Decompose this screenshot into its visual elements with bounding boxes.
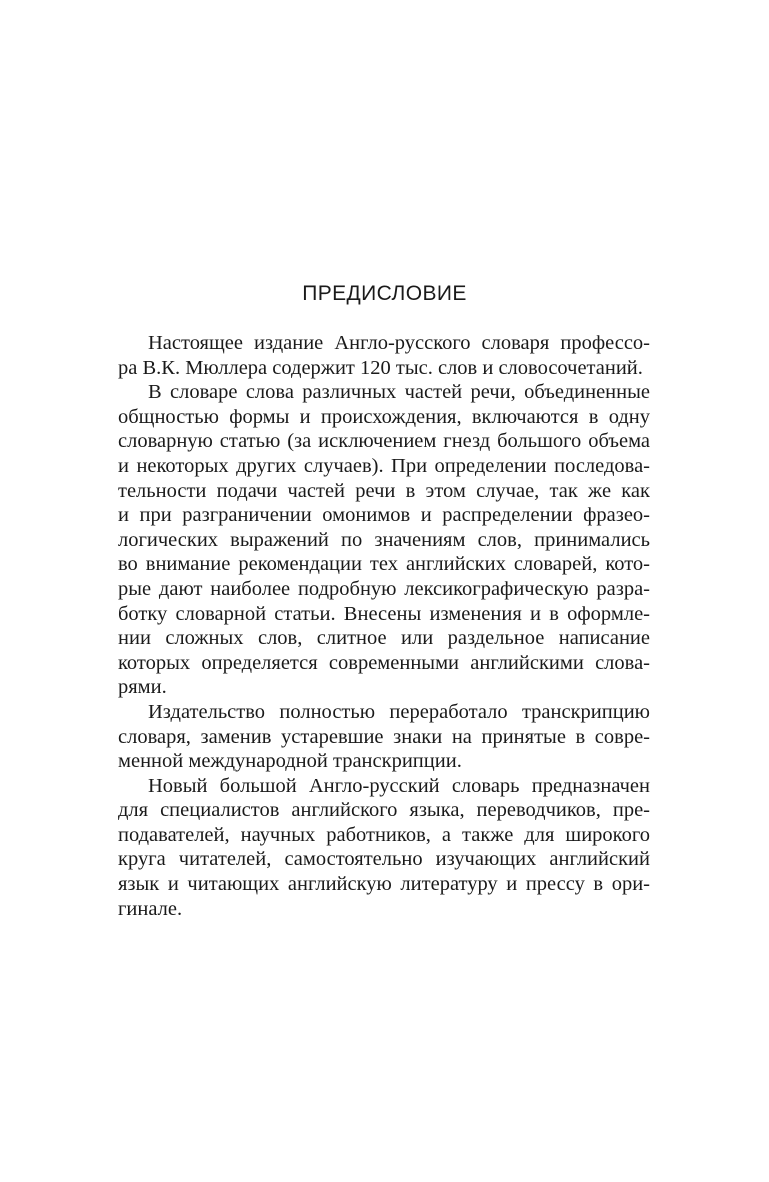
page-title: ПРЕДИСЛОВИЕ bbox=[302, 282, 467, 305]
text-line: рями. bbox=[118, 676, 167, 699]
text-line: словаря, заменив устаревшие знаки на принятые в совре- bbox=[118, 725, 650, 748]
text-line: менной международной транскрипции. bbox=[118, 750, 462, 773]
text-line: общностью формы и происхождения, включаются в одну bbox=[118, 405, 650, 428]
paragraph-4 bbox=[118, 774, 650, 922]
text-line: которых определяется современными английскими слова- bbox=[118, 651, 650, 674]
text-line: тельности подачи частей речи в этом случае, так же как bbox=[118, 479, 650, 502]
text-line: и некоторых других случаев). При определении последова- bbox=[118, 454, 650, 477]
paragraph-3 bbox=[118, 700, 650, 774]
text-line: язык и читающих английскую литературу и прессу в ори- bbox=[118, 873, 650, 896]
text-line: Новый большой Англо-русский словарь предназначен bbox=[148, 774, 650, 797]
text-line: ра В.К. Мюллера содержит 120 тыс. слов и словосочетаний. bbox=[118, 356, 643, 379]
text-line: В словаре слова различных частей речи, объединенные bbox=[148, 381, 650, 404]
text-line: ботку словарной статьи. Внесены изменения и в оформле- bbox=[118, 602, 650, 625]
text-line: логических выражений по значениям слов, принимались bbox=[118, 528, 650, 551]
text-line: и при разграничении омонимов и распределении фразео- bbox=[118, 504, 650, 527]
text-line: гинале. bbox=[118, 897, 183, 920]
preface-text bbox=[118, 331, 650, 921]
paragraph-2 bbox=[118, 380, 650, 700]
text-line: для специалистов английского языка, переводчиков, пре- bbox=[118, 799, 650, 822]
paragraph-1 bbox=[118, 331, 650, 380]
text-line: Издательство полностью переработало транскрипцию bbox=[148, 700, 650, 723]
text-line: словарную статью (за исключением гнезд большого объема bbox=[118, 430, 650, 453]
text-line: подавателей, научных работников, а также для широкого bbox=[118, 823, 650, 846]
text-line: рые дают наиболее подробную лексикографическую разра- bbox=[118, 577, 650, 600]
text-line: во внимание рекомендации тех английских словарей, кото- bbox=[118, 553, 650, 576]
text-line: Настоящее издание Англо-русского словаря профессо- bbox=[148, 332, 650, 354]
text-line: круга читателей, самостоятельно изучающих английский bbox=[118, 848, 650, 871]
text-line: нии сложных слов, слитное или раздельное написание bbox=[118, 627, 650, 650]
